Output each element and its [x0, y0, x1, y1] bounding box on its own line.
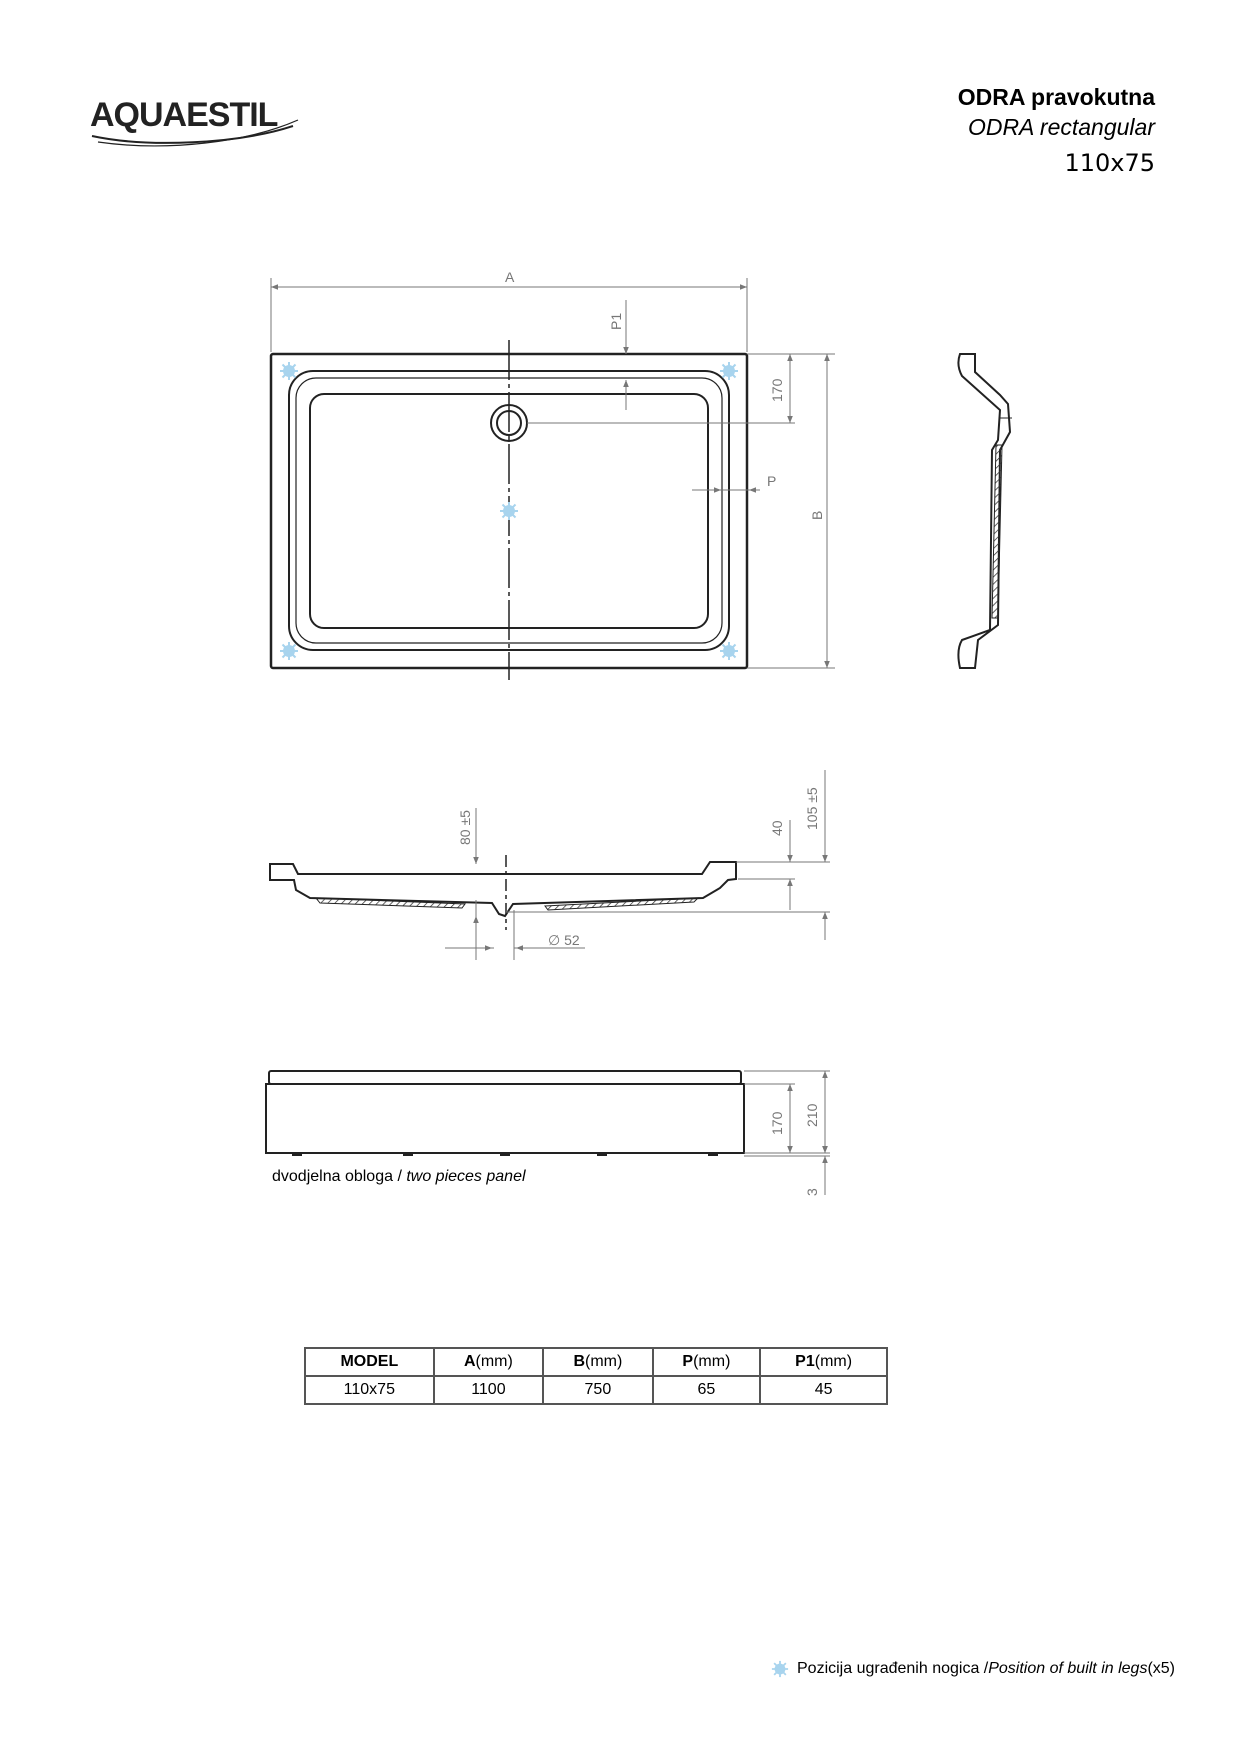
- dim-panel-3-label: 3: [804, 1188, 820, 1196]
- dim-p1-label: P1: [608, 312, 624, 330]
- panel-note: [272, 1168, 526, 1186]
- legend: [771, 1660, 1175, 1678]
- col-a: A(mm): [434, 1348, 543, 1376]
- svg-text:AQUAESTIL: AQUAESTIL: [90, 96, 278, 134]
- cell-p1: 45: [760, 1376, 887, 1404]
- cell-b: 750: [543, 1376, 652, 1404]
- top-view: [271, 340, 747, 680]
- leg-marker-icon: [280, 362, 298, 380]
- legend-en: Position of built in legs: [988, 1660, 1148, 1677]
- leg-marker-icon: [280, 642, 298, 660]
- section-view: [270, 855, 736, 930]
- dim-80-label: 80 ±5: [457, 810, 473, 845]
- leg-marker-icon: [720, 642, 738, 660]
- dim-105-label: 105 ±5: [804, 787, 820, 830]
- dim-170-label: 170: [769, 378, 785, 402]
- dim-a-label: A: [505, 269, 515, 285]
- col-p: P(mm): [653, 1348, 761, 1376]
- table-row: [305, 1376, 887, 1404]
- dim-b-label: B: [809, 510, 825, 520]
- dim-panel-210-label: 210: [804, 1103, 820, 1127]
- cell-model: 110x75: [305, 1376, 434, 1404]
- dim-panel-170-label: 170: [769, 1111, 785, 1135]
- leg-marker-icon: [500, 502, 518, 520]
- product-size: 110x75: [1064, 149, 1155, 177]
- dim-52-label: ∅ 52: [548, 932, 580, 948]
- side-profile-view: [958, 354, 1012, 668]
- spec-table: [304, 1347, 888, 1405]
- leg-marker-icon: [771, 1660, 789, 1678]
- cell-p: 65: [653, 1376, 761, 1404]
- legend-count: (x5): [1147, 1660, 1175, 1677]
- col-model: MODEL: [305, 1348, 434, 1376]
- legend-hr: Pozicija ugrađenih nogica /: [797, 1660, 989, 1677]
- table-header-row: [305, 1348, 887, 1376]
- col-p1: P1(mm): [760, 1348, 887, 1376]
- panel-note-en: two pieces panel: [406, 1168, 526, 1185]
- col-b: B(mm): [543, 1348, 652, 1376]
- panel-note-hr: dvodjelna obloga /: [272, 1168, 407, 1185]
- product-subtitle: ODRA rectangular: [967, 114, 1155, 140]
- cell-a: 1100: [434, 1376, 543, 1404]
- panel-front-view: [266, 1071, 744, 1156]
- dim-40-label: 40: [769, 820, 785, 836]
- product-title: ODRA pravokutna: [957, 84, 1155, 110]
- leg-marker-icon: [720, 362, 738, 380]
- dim-p-label: P: [767, 473, 777, 489]
